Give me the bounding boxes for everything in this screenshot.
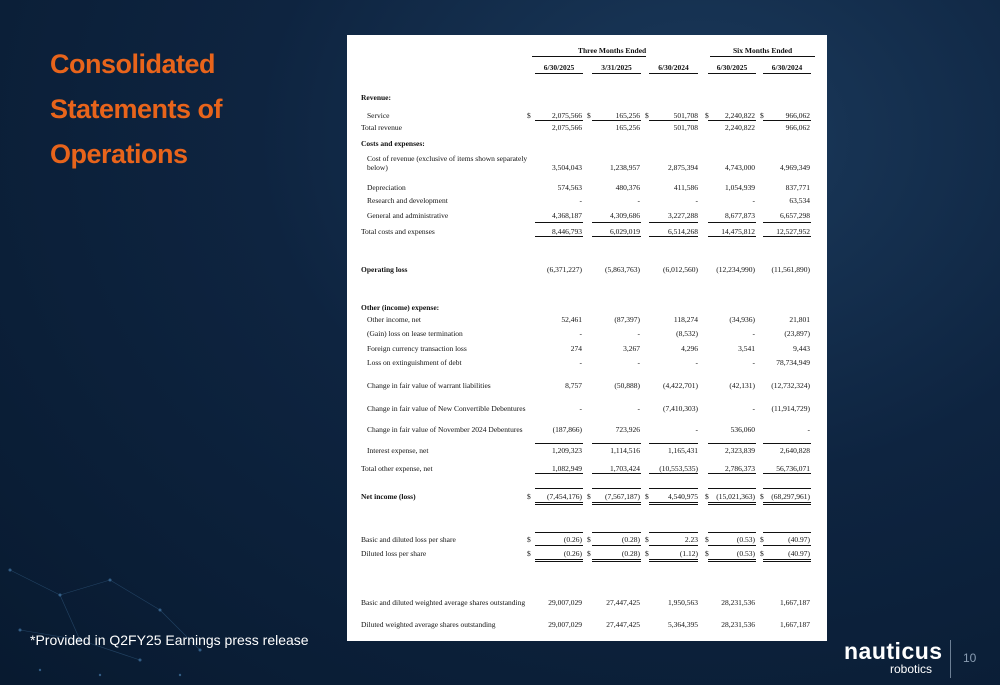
- table-cell: (10,553,535): [659, 464, 698, 473]
- table-cell: (5,863,763): [605, 265, 640, 274]
- table-cell: (34,936): [729, 315, 755, 324]
- rule-line: [708, 473, 756, 474]
- table-cell: -: [752, 329, 755, 338]
- rule-line: [763, 473, 811, 474]
- table-cell: 501,708: [673, 111, 698, 120]
- rule-line: [535, 559, 583, 562]
- column-header: 6/30/2024: [771, 63, 803, 72]
- table-cell: 8,677,873: [725, 211, 755, 220]
- rule-line: [763, 559, 811, 562]
- rule-line: [708, 502, 756, 505]
- table-cell: -: [695, 425, 698, 434]
- column-header-underline: [708, 73, 756, 74]
- row-label: Diluted weighted average shares outstanding: [361, 620, 496, 629]
- rule-line: [649, 236, 698, 237]
- table-cell: 3,227,288: [668, 211, 698, 220]
- row-label: Diluted loss per share: [361, 549, 427, 558]
- rule-line: [535, 532, 583, 533]
- rule-line: [649, 443, 698, 444]
- table-cell: -: [637, 358, 640, 367]
- row-label: Cost of revenue (exclusive of items shown separately: [367, 154, 528, 163]
- column-header: 6/30/2025: [543, 63, 575, 72]
- table-cell: -: [637, 404, 640, 413]
- table-cell: 536,060: [730, 425, 755, 434]
- table-cell: (6,012,560): [663, 265, 698, 274]
- row-label: Total revenue: [361, 123, 402, 132]
- table-cell: (40.97): [788, 535, 810, 544]
- table-cell: (0.53): [736, 535, 755, 544]
- row-label: Total other expense, net: [361, 464, 433, 473]
- currency-symbol: $: [645, 492, 649, 501]
- table-cell: (187,866): [552, 425, 582, 434]
- table-cell: 1,082,949: [552, 464, 582, 473]
- table-cell: 574,563: [557, 183, 582, 192]
- table-cell: (12,732,324): [771, 381, 810, 390]
- table-cell: 6,514,268: [668, 227, 698, 236]
- rule-line: [649, 532, 698, 533]
- table-cell: 1,165,431: [668, 446, 698, 455]
- column-header-underline: [592, 73, 641, 74]
- table-cell: 4,296: [681, 344, 698, 353]
- currency-symbol: $: [527, 549, 531, 558]
- table-cell: (40.97): [788, 549, 810, 558]
- column-header-underline: [763, 73, 811, 74]
- table-cell: 3,504,043: [552, 163, 582, 172]
- table-cell: (50,888): [614, 381, 640, 390]
- header-underline: [532, 56, 646, 57]
- row-label: Costs and expenses:: [361, 139, 425, 148]
- rule-line: [649, 545, 698, 546]
- table-cell: -: [579, 196, 582, 205]
- table-cell: 2,075,566: [552, 111, 582, 120]
- currency-symbol: $: [705, 492, 709, 501]
- row-label: Interest expense, net: [367, 446, 429, 455]
- currency-symbol: $: [705, 549, 709, 558]
- rule-line: [763, 236, 811, 237]
- currency-symbol: $: [760, 549, 764, 558]
- table-cell: 165,256: [615, 111, 640, 120]
- table-cell: 2,640,828: [780, 446, 810, 455]
- currency-symbol: $: [705, 111, 709, 120]
- header-three-months: Three Months Ended: [578, 46, 647, 55]
- table-cell: (1.12): [679, 549, 698, 558]
- table-cell: 56,736,071: [776, 464, 810, 473]
- logo-wordmark: nauticus: [844, 638, 943, 664]
- rule-line: [592, 559, 641, 562]
- table-cell: 1,667,187: [780, 598, 810, 607]
- rule-line: [592, 473, 641, 474]
- row-label: Basic and diluted loss per share: [361, 535, 456, 544]
- table-cell: (7,567,187): [605, 492, 640, 501]
- rule-line: [649, 488, 698, 489]
- table-cell: -: [637, 196, 640, 205]
- rule-line: [763, 488, 811, 489]
- rule-line: [592, 532, 641, 533]
- table-cell: 4,309,686: [610, 211, 640, 220]
- table-cell: (15,021,363): [716, 492, 755, 501]
- currency-symbol: $: [760, 492, 764, 501]
- table-cell: 1,703,424: [610, 464, 640, 473]
- table-cell: 5,364,395: [668, 620, 698, 629]
- table-cell: 8,446,793: [552, 227, 582, 236]
- rule-line: [592, 443, 641, 444]
- row-label: Revenue:: [361, 93, 391, 102]
- table-cell: (8,532): [676, 329, 698, 338]
- table-cell: 28,231,536: [721, 620, 755, 629]
- table-cell: (0.28): [621, 535, 640, 544]
- rule-line: [592, 236, 641, 237]
- table-cell: 2,240,822: [725, 111, 755, 120]
- table-cell: 4,969,349: [780, 163, 810, 172]
- rule-line: [649, 473, 698, 474]
- row-label: Change in fair value of November 2024 Debentures: [367, 425, 523, 434]
- row-label: Depreciation: [367, 183, 406, 192]
- table-cell: 2,875,394: [668, 163, 698, 172]
- rule-line: [535, 473, 583, 474]
- table-cell: (68,297,961): [771, 492, 810, 501]
- table-cell: 1,209,323: [552, 446, 582, 455]
- table-cell: 4,540,975: [668, 492, 698, 501]
- table-cell: 2.23: [684, 535, 698, 544]
- row-label: Research and development: [367, 196, 448, 205]
- row-label: Change in fair value of warrant liabilities: [367, 381, 491, 390]
- table-cell: -: [807, 425, 810, 434]
- table-cell: -: [579, 329, 582, 338]
- row-label: Loss on extinguishment of debt: [367, 358, 462, 367]
- header-six-months: Six Months Ended: [733, 46, 793, 55]
- column-header: 6/30/2025: [716, 63, 748, 72]
- rule-line: [708, 559, 756, 562]
- table-cell: (4,422,701): [663, 381, 698, 390]
- table-cell: 1,114,516: [610, 446, 640, 455]
- table-cell: 723,926: [615, 425, 640, 434]
- table-cell: 4,743,000: [725, 163, 755, 172]
- row-label: (Gain) loss on lease termination: [367, 329, 463, 338]
- row-label: Basic and diluted weighted average shares outstanding: [361, 598, 526, 607]
- currency-symbol: $: [645, 549, 649, 558]
- rule-line: [708, 222, 756, 223]
- table-cell: 2,075,566: [552, 123, 582, 132]
- row-label: Foreign currency transaction loss: [367, 344, 467, 353]
- table-cell: 78,734,949: [776, 358, 810, 367]
- table-cell: (7,410,303): [663, 404, 698, 413]
- table-cell: (6,371,227): [547, 265, 582, 274]
- table-cell: 6,657,298: [780, 211, 810, 220]
- table-cell: 1,950,563: [668, 598, 698, 607]
- table-cell: (0.28): [621, 549, 640, 558]
- rule-line: [708, 488, 756, 489]
- table-cell: 1,054,939: [725, 183, 755, 192]
- table-cell: 837,771: [785, 183, 810, 192]
- currency-symbol: $: [760, 111, 764, 120]
- slide-title: Consolidated Statements of Operations: [50, 49, 223, 169]
- table-cell: -: [752, 196, 755, 205]
- table-cell: 2,786,373: [725, 464, 755, 473]
- table-cell: 1,238,957: [610, 163, 640, 172]
- table-cell: (0.53): [736, 549, 755, 558]
- table-cell: 52,461: [561, 315, 582, 324]
- rule-line: [763, 222, 811, 223]
- table-cell: 411,586: [673, 183, 698, 192]
- rule-line: [535, 236, 583, 237]
- rule-line: [535, 502, 583, 505]
- row-label: General and administrative: [367, 211, 449, 220]
- rule-line: [592, 545, 641, 546]
- table-cell: (11,561,890): [771, 265, 810, 274]
- rule-line: [763, 120, 811, 121]
- table-cell: 3,541: [738, 344, 755, 353]
- currency-symbol: $: [645, 111, 649, 120]
- page-number: 10: [963, 651, 977, 665]
- table-cell: -: [752, 358, 755, 367]
- table-cell: 480,376: [615, 183, 640, 192]
- table-cell: 165,256: [615, 123, 640, 132]
- currency-symbol: $: [587, 535, 591, 544]
- table-cell: 27,447,425: [606, 598, 640, 607]
- row-label: below): [367, 163, 388, 172]
- currency-symbol: $: [587, 111, 591, 120]
- decorative-network-graphic: [0, 540, 330, 685]
- table-cell: 118,274: [673, 315, 698, 324]
- currency-symbol: $: [645, 535, 649, 544]
- row-label: Operating loss: [361, 265, 408, 274]
- rule-line: [708, 532, 756, 533]
- table-cell: 27,447,425: [606, 620, 640, 629]
- rule-line: [708, 236, 756, 237]
- rule-line: [708, 120, 756, 121]
- footnote: *Provided in Q2FY25 Earnings press release: [30, 632, 309, 648]
- rule-line: [592, 488, 641, 489]
- currency-symbol: $: [527, 111, 531, 120]
- currency-symbol: $: [705, 535, 709, 544]
- table-cell: 966,062: [785, 123, 810, 132]
- rule-line: [763, 502, 811, 505]
- currency-symbol: $: [760, 535, 764, 544]
- row-label: Change in fair value of New Convertible Debentures: [367, 404, 526, 413]
- logo-subtitle: robotics: [889, 662, 932, 676]
- table-cell: 14,475,812: [721, 227, 755, 236]
- table-cell: 21,801: [789, 315, 810, 324]
- table-cell: -: [695, 358, 698, 367]
- table-cell: (0.26): [563, 535, 582, 544]
- rule-line: [592, 120, 641, 121]
- column-header-underline: [535, 73, 583, 74]
- table-cell: 2,323,839: [725, 446, 755, 455]
- table-cell: 8,757: [565, 381, 582, 390]
- table-cell: 4,368,187: [552, 211, 582, 220]
- rule-line: [763, 545, 811, 546]
- financial-statement-document: [347, 35, 827, 641]
- row-label: Total costs and expenses: [361, 227, 435, 236]
- table-cell: (23,897): [784, 329, 810, 338]
- rule-line: [535, 488, 583, 489]
- row-label: Other income, net: [367, 315, 421, 324]
- table-cell: 28,231,536: [721, 598, 755, 607]
- rule-line: [535, 545, 583, 546]
- rule-line: [763, 443, 811, 444]
- table-cell: 3,267: [623, 344, 640, 353]
- table-cell: -: [579, 358, 582, 367]
- rule-line: [592, 502, 641, 505]
- rule-line: [535, 120, 583, 121]
- table-cell: (11,914,729): [771, 404, 810, 413]
- currency-symbol: $: [587, 492, 591, 501]
- table-cell: 966,062: [785, 111, 810, 120]
- table-cell: 63,534: [789, 196, 810, 205]
- header-underline: [710, 56, 815, 57]
- table-cell: 12,527,952: [776, 227, 810, 236]
- currency-symbol: $: [587, 549, 591, 558]
- table-cell: (87,397): [614, 315, 640, 324]
- table-cell: 501,708: [673, 123, 698, 132]
- table-cell: -: [695, 196, 698, 205]
- company-logo: [844, 638, 943, 676]
- rule-line: [763, 532, 811, 533]
- rule-line: [708, 545, 756, 546]
- column-header: 6/30/2024: [658, 63, 689, 72]
- table-cell: -: [579, 404, 582, 413]
- table-cell: 29,007,029: [548, 620, 582, 629]
- table-cell: -: [637, 329, 640, 338]
- row-label: Other (income) expense:: [361, 303, 440, 312]
- table-cell: 29,007,029: [548, 598, 582, 607]
- rule-line: [592, 222, 641, 223]
- rule-line: [535, 443, 583, 444]
- row-label: Service: [367, 111, 390, 120]
- rule-line: [649, 559, 698, 562]
- currency-symbol: $: [527, 492, 531, 501]
- table-cell: 2,240,822: [725, 123, 755, 132]
- table-cell: -: [752, 404, 755, 413]
- table-cell: (7,454,176): [547, 492, 582, 501]
- rule-line: [649, 222, 698, 223]
- column-header-underline: [649, 73, 698, 74]
- column-header: 3/31/2025: [601, 63, 632, 72]
- rule-line: [649, 120, 698, 121]
- table-cell: 6,029,019: [610, 227, 640, 236]
- table-cell: 9,443: [793, 344, 810, 353]
- table-cell: 274: [570, 344, 582, 353]
- table-cell: 1,667,187: [780, 620, 810, 629]
- footer-divider: [950, 640, 951, 678]
- table-cell: (12,234,990): [716, 265, 755, 274]
- rule-line: [649, 502, 698, 505]
- currency-symbol: $: [527, 535, 531, 544]
- table-cell: (42,131): [729, 381, 755, 390]
- rule-line: [708, 443, 756, 444]
- rule-line: [535, 222, 583, 223]
- row-label: Net income (loss): [361, 492, 416, 501]
- table-cell: (0.26): [563, 549, 582, 558]
